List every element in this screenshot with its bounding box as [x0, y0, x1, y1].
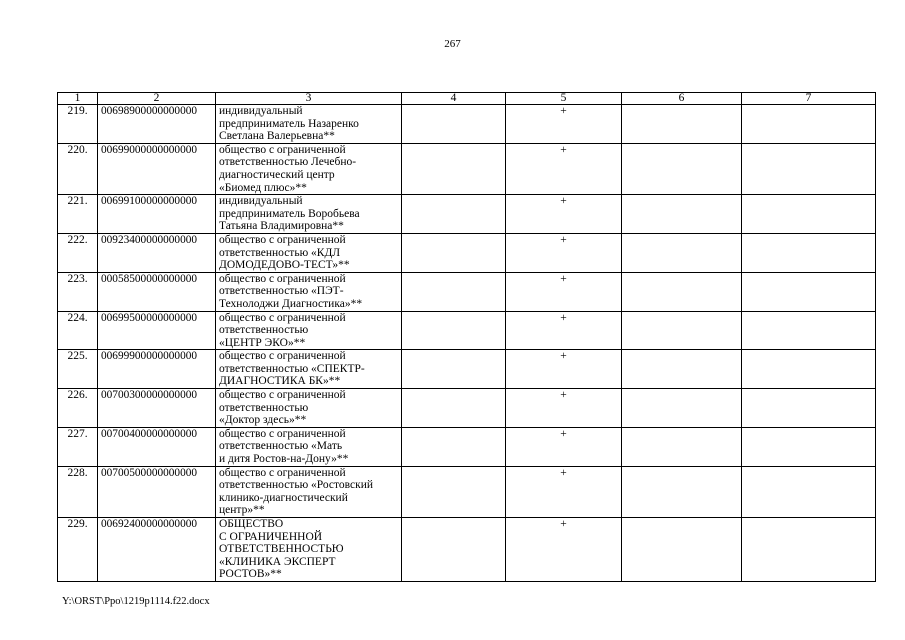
- row-col-5-mark: +: [506, 195, 622, 234]
- organization-name-line: «Доктор здесь»**: [219, 414, 307, 427]
- organization-name-line: ответственностью «Ростовский: [219, 479, 374, 492]
- row-col-4: [402, 195, 506, 234]
- row-col-5-mark: +: [506, 272, 622, 311]
- row-organization-name: [216, 105, 402, 144]
- organization-name-line: Технолоджи Диагностика»**: [219, 297, 363, 310]
- row-number: 219.: [58, 105, 98, 144]
- row-col-5-mark: +: [506, 427, 622, 466]
- row-col-7: [742, 518, 876, 582]
- header-row: [58, 93, 876, 105]
- row-col-6: [622, 427, 742, 466]
- table-row: [58, 105, 876, 144]
- header-col-1: 1: [58, 93, 98, 105]
- row-organization-name: [216, 311, 402, 350]
- row-code: 00700300000000000: [98, 389, 216, 428]
- row-col-6: [622, 350, 742, 389]
- row-col-4: [402, 105, 506, 144]
- table-row: [58, 311, 876, 350]
- row-number: 225.: [58, 350, 98, 389]
- organization-name-line: клинико-диагностический: [219, 491, 348, 504]
- table-body: [58, 105, 876, 582]
- row-col-7: [742, 466, 876, 517]
- row-organization-name: [216, 195, 402, 234]
- organization-name-line: ответственностью: [219, 324, 309, 337]
- row-col-7: [742, 105, 876, 144]
- row-col-6: [622, 195, 742, 234]
- row-organization-name: [216, 466, 402, 517]
- organization-name-line: общество с ограниченной: [219, 233, 346, 246]
- row-code: 00698900000000000: [98, 105, 216, 144]
- row-col-7: [742, 389, 876, 428]
- registry-table: [57, 92, 876, 582]
- footer-file-path: Y:\ORST\Ppo\1219p1114.f22.docx: [62, 596, 210, 607]
- row-number: 227.: [58, 427, 98, 466]
- organization-name-line: ответственностью «ПЭТ-: [219, 285, 344, 298]
- organization-name-line: С ОГРАНИЧЕННОЙ: [219, 530, 323, 543]
- organization-name-line: общество с ограниченной: [219, 350, 346, 363]
- row-col-5-mark: +: [506, 350, 622, 389]
- organization-name-line: ОБЩЕСТВО: [219, 518, 284, 530]
- row-col-5-mark: +: [506, 105, 622, 144]
- header-col-3: 3: [216, 93, 402, 105]
- organization-name-line: ответственностью Лечебно-: [219, 156, 357, 169]
- row-code: 00699900000000000: [98, 350, 216, 389]
- organization-name-line: ответственностью «КДЛ: [219, 246, 341, 259]
- row-col-4: [402, 311, 506, 350]
- row-number: 223.: [58, 272, 98, 311]
- row-col-7: [742, 233, 876, 272]
- row-col-6: [622, 233, 742, 272]
- row-col-5-mark: +: [506, 311, 622, 350]
- table-row: [58, 143, 876, 194]
- row-organization-name: [216, 427, 402, 466]
- row-number: 221.: [58, 195, 98, 234]
- row-col-4: [402, 518, 506, 582]
- table-row: [58, 195, 876, 234]
- row-number: 220.: [58, 143, 98, 194]
- row-number: 226.: [58, 389, 98, 428]
- header-col-7: 7: [742, 93, 876, 105]
- row-col-6: [622, 105, 742, 144]
- row-col-6: [622, 518, 742, 582]
- row-col-7: [742, 350, 876, 389]
- row-organization-name: [216, 350, 402, 389]
- table-row: [58, 350, 876, 389]
- row-organization-name: [216, 143, 402, 194]
- organization-name-line: общество с ограниченной: [219, 427, 346, 440]
- header-col-6: 6: [622, 93, 742, 105]
- row-col-5-mark: +: [506, 518, 622, 582]
- row-col-4: [402, 143, 506, 194]
- table-row: [58, 427, 876, 466]
- row-number: 224.: [58, 311, 98, 350]
- row-col-4: [402, 272, 506, 311]
- organization-name-line: общество с ограниченной: [219, 143, 346, 156]
- row-organization-name: [216, 389, 402, 428]
- organization-name-line: «ЦЕНТР ЭКО»**: [219, 336, 306, 349]
- row-col-7: [742, 427, 876, 466]
- organization-name-line: индивидуальный: [219, 105, 303, 117]
- header-col-4: 4: [402, 93, 506, 105]
- organization-name-line: индивидуальный: [219, 195, 303, 208]
- row-col-5-mark: +: [506, 143, 622, 194]
- organization-name-line: диагностический центр: [219, 168, 335, 181]
- row-code: 00699100000000000: [98, 195, 216, 234]
- organization-name-line: ДИАГНОСТИКА БК»**: [219, 375, 341, 388]
- organization-name-line: ответственностью: [219, 401, 309, 414]
- row-number: 222.: [58, 233, 98, 272]
- organization-name-line: предприниматель Назаренко: [219, 117, 359, 130]
- organization-name-line: ДОМОДЕДОВО-ТЕСТ»**: [219, 259, 350, 272]
- row-col-6: [622, 466, 742, 517]
- row-organization-name: [216, 272, 402, 311]
- table-row: [58, 518, 876, 582]
- row-col-7: [742, 311, 876, 350]
- row-col-6: [622, 143, 742, 194]
- row-code: 00058500000000000: [98, 272, 216, 311]
- page-number: 267: [444, 38, 461, 50]
- table-row: [58, 389, 876, 428]
- organization-name-line: РОСТОВ»**: [219, 568, 282, 581]
- organization-name-line: предприниматель Воробьева: [219, 207, 360, 220]
- organization-name-line: ответственностью «СПЕКТР-: [219, 362, 365, 375]
- row-code: 00699000000000000: [98, 143, 216, 194]
- row-number: 228.: [58, 466, 98, 517]
- row-code: 00699500000000000: [98, 311, 216, 350]
- row-col-6: [622, 389, 742, 428]
- organization-name-line: центр»**: [219, 504, 265, 517]
- organization-name-line: общество с ограниченной: [219, 272, 346, 285]
- row-organization-name: [216, 518, 402, 582]
- organization-name-line: «КЛИНИКА ЭКСПЕРТ: [219, 555, 336, 568]
- row-col-4: [402, 466, 506, 517]
- row-col-7: [742, 272, 876, 311]
- organization-name-line: ответственностью «Мать: [219, 440, 343, 453]
- organization-name-line: и дитя Ростов-на-Дону»**: [219, 453, 349, 466]
- row-col-7: [742, 143, 876, 194]
- row-col-6: [622, 272, 742, 311]
- row-code: 00923400000000000: [98, 233, 216, 272]
- row-col-4: [402, 350, 506, 389]
- header-col-2: 2: [98, 93, 216, 105]
- organization-name-line: общество с ограниченной: [219, 389, 346, 402]
- organization-name-line: общество с ограниченной: [219, 466, 346, 479]
- organization-name-line: «Биомед плюс»**: [219, 181, 307, 194]
- row-col-5-mark: +: [506, 233, 622, 272]
- organization-name-line: Светлана Валерьевна**: [219, 130, 335, 143]
- table-row: [58, 233, 876, 272]
- organization-name-line: ОТВЕТСТВЕННОСТЬЮ: [219, 543, 344, 556]
- row-code: 00692400000000000: [98, 518, 216, 582]
- row-col-7: [742, 195, 876, 234]
- row-col-4: [402, 427, 506, 466]
- table-row: [58, 272, 876, 311]
- row-col-5-mark: +: [506, 466, 622, 517]
- row-col-4: [402, 389, 506, 428]
- row-col-5-mark: +: [506, 389, 622, 428]
- row-code: 00700500000000000: [98, 466, 216, 517]
- row-number: 229.: [58, 518, 98, 582]
- organization-name-line: общество с ограниченной: [219, 311, 346, 324]
- table-row: [58, 466, 876, 517]
- organization-name-line: Татьяна Владимировна**: [219, 220, 344, 233]
- row-organization-name: [216, 233, 402, 272]
- row-col-4: [402, 233, 506, 272]
- header-col-5: 5: [506, 93, 622, 105]
- row-code: 00700400000000000: [98, 427, 216, 466]
- row-col-6: [622, 311, 742, 350]
